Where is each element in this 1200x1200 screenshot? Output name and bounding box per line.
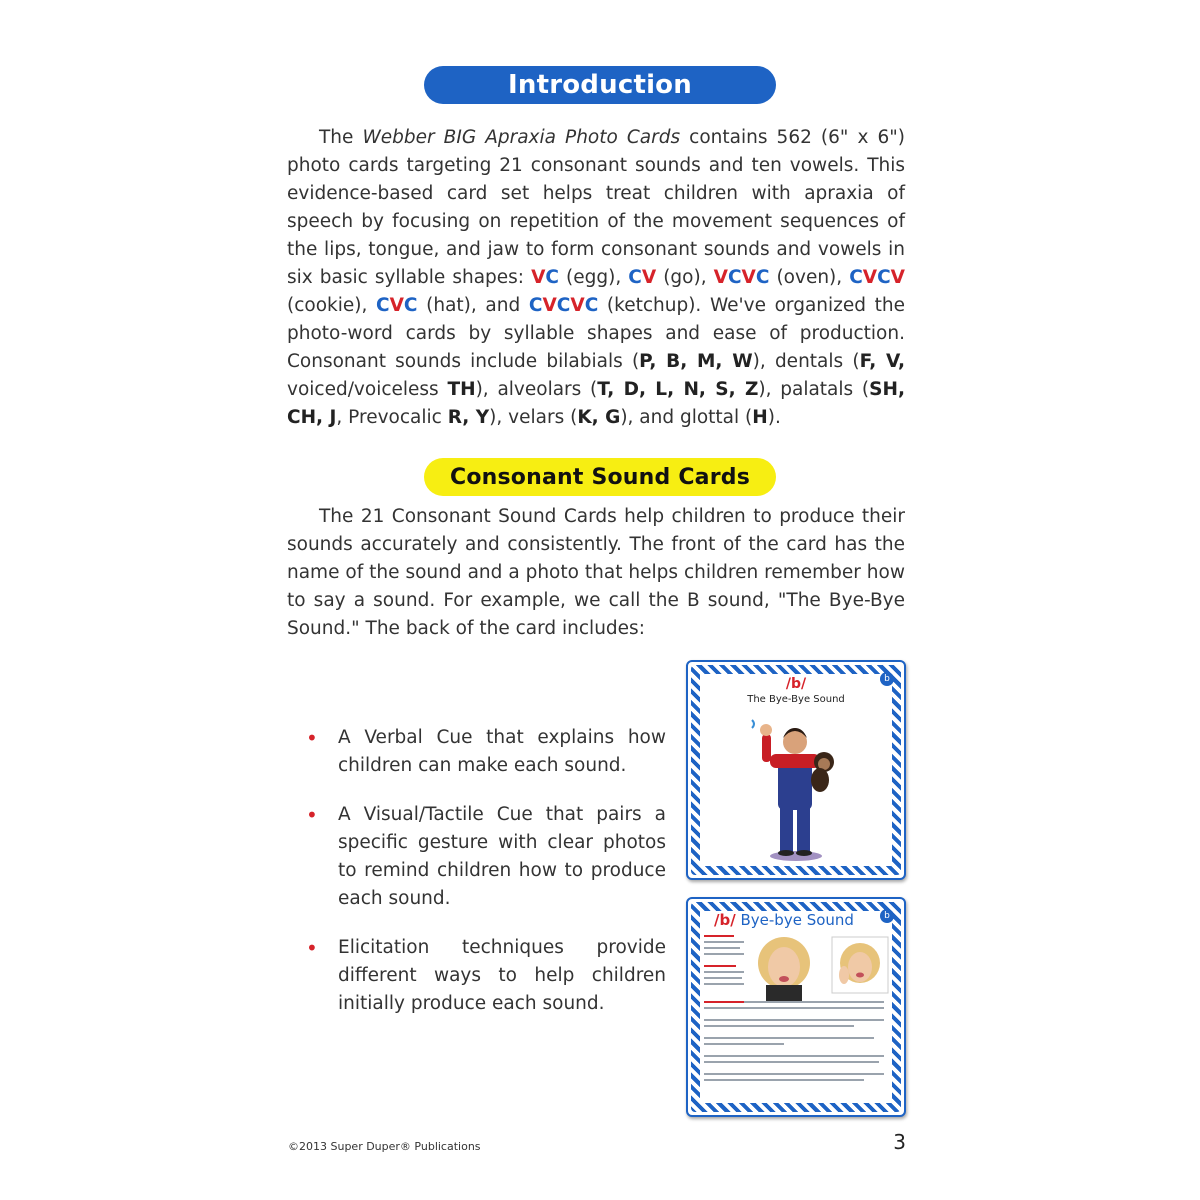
- page-number: 3: [893, 1130, 906, 1154]
- card-back-cue-list: [306, 724, 666, 1039]
- sound-badge-icon: b: [880, 909, 894, 923]
- card-front-image: [686, 660, 906, 880]
- sound-badge-icon: b: [880, 672, 894, 686]
- list-item: • Elicitation techniques provide different ways to help children initially produce each sound.: [306, 936, 666, 1014]
- bullet-icon: •: [306, 803, 318, 827]
- copyright-footer: ©2013 Super Duper® Publications: [288, 1140, 481, 1153]
- consonant-cards-paragraph: The 21 Consonant Sound Cards help children to produce their sounds accurately and consistently. The front of the card has the name of the sound and a photo that helps children remember how to say a sound. For example, we call the B sound, "The Bye-Bye Sound." The back of the card includes:: [287, 506, 905, 639]
- bullet-icon: •: [306, 936, 318, 960]
- bullet-icon: •: [306, 726, 318, 750]
- card-back-image: [686, 897, 906, 1117]
- lip-gesture-photos: [746, 931, 896, 1001]
- card-front-sound-name: The Bye-Bye Sound: [747, 694, 845, 705]
- introduction-heading: Introduction: [424, 66, 776, 104]
- list-item: • A Verbal Cue that explains how children can make each sound.: [306, 726, 666, 776]
- list-item: • A Visual/Tactile Cue that pairs a specific gesture with clear photos to remind children how to produce each sound.: [306, 803, 666, 909]
- introduction-paragraph: The Webber BIG Apraxia Photo Cards contains 562 (6" x 6") photo cards targeting 21 consonant sounds and ten vowels. This evidence-based card set helps treat children with apraxia of speech by focusing on repetition of the movement sequences of the lips, tongue, and jaw to form consonant sounds and vowels in six basic syllable shapes: VC (egg), CV (go), VCVC (oven), CVCV (cookie), CVC (hat), and CVCVC (ketchup). We've organized the photo-word cards by syllable shapes and ease of production. Consonant sounds include bilabials (P, B, M, W), dentals (F, V, voiced/voiceless TH), alveolars (T, D, L, N, S, Z), palatals (SH, CH, J, Prevocalic R, Y), velars (K, G), and glottal (H).: [287, 127, 906, 428]
- consonant-cards-heading: Consonant Sound Cards: [424, 458, 776, 496]
- product-title: Webber BIG Apraxia Photo Cards: [362, 127, 681, 148]
- card-back-title: /b/ Bye-bye Sound: [714, 911, 854, 929]
- card-front-symbol: /b/: [785, 676, 807, 692]
- child-waving-photo: [700, 714, 896, 864]
